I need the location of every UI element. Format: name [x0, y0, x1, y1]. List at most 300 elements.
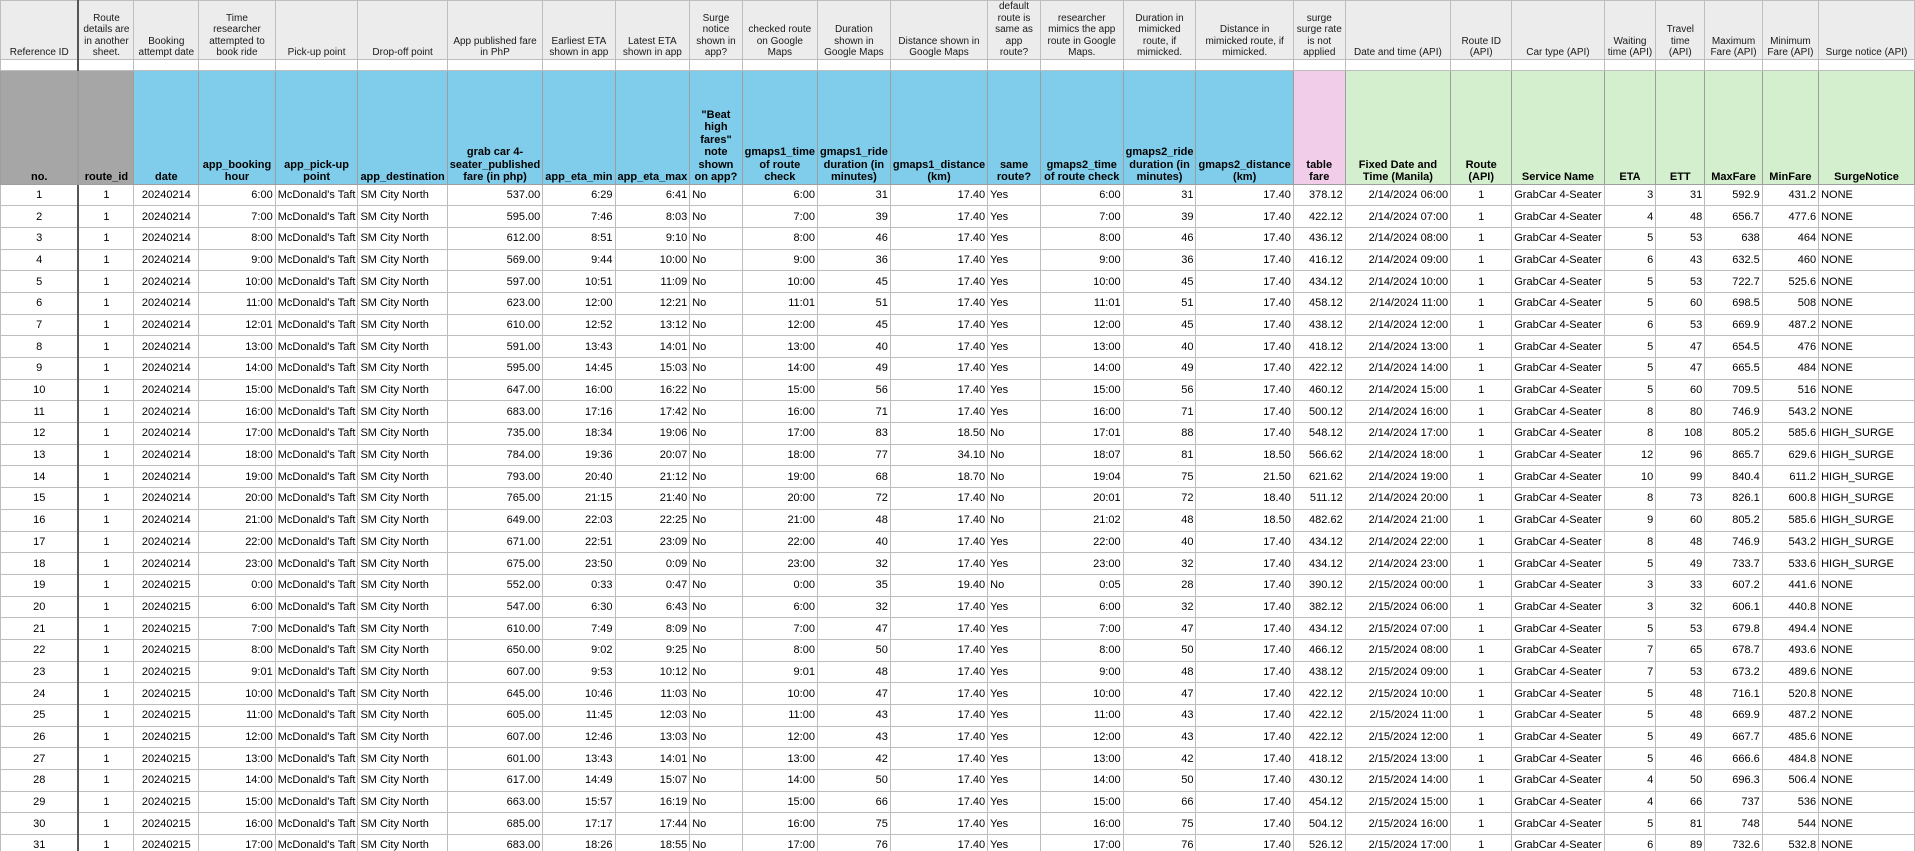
table-cell[interactable]: 748 — [1705, 813, 1762, 835]
table-cell[interactable]: 28 — [1, 770, 79, 792]
table-cell[interactable]: 733.7 — [1705, 553, 1762, 575]
table-cell[interactable]: 18.40 — [1196, 488, 1293, 510]
table-cell[interactable]: 25 — [1, 705, 79, 727]
table-cell[interactable]: 20240214 — [134, 444, 199, 466]
table-cell[interactable]: 48 — [1123, 661, 1196, 683]
table-cell[interactable]: NONE — [1819, 271, 1915, 293]
table-cell[interactable]: 43 — [817, 705, 890, 727]
table-cell[interactable]: 649.00 — [447, 509, 542, 531]
table-cell[interactable]: 47 — [1123, 683, 1196, 705]
column-description[interactable]: Car type (API) — [1512, 1, 1604, 60]
table-cell[interactable]: GrabCar 4-Seater — [1512, 292, 1604, 314]
table-cell[interactable]: 9:10 — [615, 227, 690, 249]
table-cell[interactable]: 526.12 — [1293, 835, 1345, 851]
table-cell[interactable]: 20:40 — [543, 466, 615, 488]
column-header[interactable]: app_eta_min — [543, 70, 615, 184]
table-cell[interactable]: 1 — [1451, 336, 1512, 358]
table-cell[interactable]: 75 — [1123, 466, 1196, 488]
table-cell[interactable]: 14:45 — [543, 358, 615, 380]
table-cell[interactable]: 592.9 — [1705, 184, 1762, 206]
column-description[interactable]: Distance in mimicked route, if mimicked. — [1196, 1, 1293, 60]
table-cell[interactable]: 20:01 — [1040, 488, 1123, 510]
table-cell[interactable]: 6:00 — [742, 596, 817, 618]
table-cell[interactable]: 7:00 — [1040, 618, 1123, 640]
table-row[interactable] — [1, 683, 1915, 705]
table-cell[interactable]: 12:00 — [742, 726, 817, 748]
table-cell[interactable]: 31 — [1, 835, 79, 851]
table-cell[interactable]: 66 — [1123, 791, 1196, 813]
table-cell[interactable]: 20:07 — [615, 444, 690, 466]
table-cell[interactable]: 17.40 — [1196, 596, 1293, 618]
table-cell[interactable]: 6:29 — [543, 184, 615, 206]
table-cell[interactable]: 7 — [1604, 639, 1656, 661]
table-cell[interactable]: 1 — [78, 488, 133, 510]
table-cell[interactable]: 32 — [1123, 596, 1196, 618]
table-cell[interactable]: 6:00 — [199, 184, 275, 206]
table-cell[interactable]: 12:00 — [742, 314, 817, 336]
table-cell[interactable]: 49 — [1656, 726, 1705, 748]
table-cell[interactable]: McDonald's Taft — [275, 444, 358, 466]
table-cell[interactable]: 2/14/2024 13:00 — [1345, 336, 1450, 358]
table-row[interactable] — [1, 661, 1915, 683]
table-cell[interactable]: 17:00 — [742, 423, 817, 445]
table-cell[interactable]: 34.10 — [890, 444, 987, 466]
table-cell[interactable]: 14:01 — [615, 336, 690, 358]
table-cell[interactable]: 11:01 — [742, 292, 817, 314]
table-cell[interactable]: 15:57 — [543, 791, 615, 813]
table-cell[interactable]: 53 — [1656, 227, 1705, 249]
table-cell[interactable]: No — [690, 705, 742, 727]
table-cell[interactable]: 17.40 — [1196, 401, 1293, 423]
table-cell[interactable]: 2/15/2024 14:00 — [1345, 770, 1450, 792]
table-cell[interactable]: 422.12 — [1293, 705, 1345, 727]
table-cell[interactable]: 1 — [78, 358, 133, 380]
table-cell[interactable]: 1 — [78, 206, 133, 228]
column-header[interactable]: gmaps2_ride duration (in minutes) — [1123, 70, 1196, 184]
table-cell[interactable]: NONE — [1819, 813, 1915, 835]
empty-cell[interactable] — [890, 59, 987, 70]
table-cell[interactable]: 1 — [1451, 661, 1512, 683]
table-cell[interactable]: 66 — [817, 791, 890, 813]
table-cell[interactable]: 632.5 — [1705, 249, 1762, 271]
table-cell[interactable]: 666.6 — [1705, 748, 1762, 770]
table-cell[interactable]: 460 — [1762, 249, 1818, 271]
table-cell[interactable]: 1 — [78, 271, 133, 293]
table-cell[interactable]: 647.00 — [447, 379, 542, 401]
table-cell[interactable]: No — [690, 683, 742, 705]
table-cell[interactable]: 645.00 — [447, 683, 542, 705]
table-cell[interactable]: 30 — [1, 813, 79, 835]
table-cell[interactable]: 477.6 — [1762, 206, 1818, 228]
table-cell[interactable]: 434.12 — [1293, 553, 1345, 575]
table-cell[interactable]: 2/15/2024 16:00 — [1345, 813, 1450, 835]
table-cell[interactable]: 2/15/2024 08:00 — [1345, 639, 1450, 661]
table-cell[interactable]: 5 — [1604, 227, 1656, 249]
table-cell[interactable]: 10:00 — [1040, 683, 1123, 705]
table-cell[interactable]: 31 — [1123, 184, 1196, 206]
table-cell[interactable]: McDonald's Taft — [275, 509, 358, 531]
table-cell[interactable]: 8:00 — [1040, 227, 1123, 249]
table-cell[interactable]: 9:00 — [742, 249, 817, 271]
table-cell[interactable]: 1 — [1451, 705, 1512, 727]
table-cell[interactable]: 71 — [1123, 401, 1196, 423]
table-cell[interactable]: No — [690, 553, 742, 575]
table-cell[interactable]: 12:00 — [199, 726, 275, 748]
table-cell[interactable]: McDonald's Taft — [275, 206, 358, 228]
table-cell[interactable]: 12:52 — [543, 314, 615, 336]
column-header[interactable]: Fixed Date and Time (Manila) — [1345, 70, 1450, 184]
table-cell[interactable]: 66 — [1656, 791, 1705, 813]
table-cell[interactable]: 595.00 — [447, 358, 542, 380]
table-cell[interactable]: 678.7 — [1705, 639, 1762, 661]
table-cell[interactable]: 7:00 — [742, 618, 817, 640]
table-cell[interactable]: McDonald's Taft — [275, 683, 358, 705]
table-cell[interactable]: 17:01 — [1040, 423, 1123, 445]
table-row[interactable] — [1, 553, 1915, 575]
table-cell[interactable]: 17.40 — [890, 206, 987, 228]
table-cell[interactable]: Yes — [988, 358, 1041, 380]
table-cell[interactable]: 17.40 — [1196, 835, 1293, 851]
table-cell[interactable]: NONE — [1819, 639, 1915, 661]
table-cell[interactable]: 73 — [1656, 488, 1705, 510]
table-cell[interactable]: 607.2 — [1705, 574, 1762, 596]
table-cell[interactable]: HIGH_SURGE — [1819, 509, 1915, 531]
table-cell[interactable]: NONE — [1819, 379, 1915, 401]
table-cell[interactable]: NONE — [1819, 618, 1915, 640]
table-cell[interactable]: 45 — [817, 314, 890, 336]
table-cell[interactable]: 8 — [1604, 531, 1656, 553]
table-cell[interactable]: 12:00 — [1040, 314, 1123, 336]
table-cell[interactable]: 1 — [78, 184, 133, 206]
table-cell[interactable]: 20240215 — [134, 726, 199, 748]
table-cell[interactable]: 48 — [817, 509, 890, 531]
table-cell[interactable]: 6 — [1604, 835, 1656, 851]
table-cell[interactable]: 8 — [1, 336, 79, 358]
table-cell[interactable]: 390.12 — [1293, 574, 1345, 596]
table-cell[interactable]: 17.40 — [1196, 618, 1293, 640]
table-cell[interactable]: 20240215 — [134, 596, 199, 618]
table-cell[interactable]: 2/14/2024 09:00 — [1345, 249, 1450, 271]
table-cell[interactable]: 10:00 — [1040, 271, 1123, 293]
table-row[interactable] — [1, 227, 1915, 249]
table-cell[interactable]: McDonald's Taft — [275, 813, 358, 835]
table-cell[interactable]: 1 — [1451, 770, 1512, 792]
table-cell[interactable]: 8:03 — [615, 206, 690, 228]
table-cell[interactable]: 17.40 — [890, 726, 987, 748]
table-cell[interactable]: 11:00 — [742, 705, 817, 727]
table-cell[interactable]: 17.40 — [1196, 227, 1293, 249]
table-cell[interactable]: 1 — [78, 596, 133, 618]
table-cell[interactable]: 765.00 — [447, 488, 542, 510]
table-cell[interactable]: 40 — [817, 336, 890, 358]
table-cell[interactable]: 1 — [78, 835, 133, 851]
table-cell[interactable]: 585.6 — [1762, 509, 1818, 531]
empty-cell[interactable] — [1123, 59, 1196, 70]
empty-cell[interactable] — [988, 59, 1041, 70]
table-cell[interactable]: 10 — [1604, 466, 1656, 488]
table-cell[interactable]: 6 — [1604, 314, 1656, 336]
table-cell[interactable]: No — [690, 206, 742, 228]
table-cell[interactable]: 17.40 — [1196, 639, 1293, 661]
table-cell[interactable]: 56 — [817, 379, 890, 401]
table-cell[interactable]: No — [690, 596, 742, 618]
table-cell[interactable]: GrabCar 4-Seater — [1512, 574, 1604, 596]
table-cell[interactable]: NONE — [1819, 683, 1915, 705]
table-cell[interactable]: 40 — [817, 531, 890, 553]
table-cell[interactable]: 56 — [1123, 379, 1196, 401]
table-cell[interactable]: 17.40 — [890, 639, 987, 661]
table-cell[interactable]: 434.12 — [1293, 531, 1345, 553]
table-cell[interactable]: 10:46 — [543, 683, 615, 705]
table-cell[interactable]: No — [690, 770, 742, 792]
table-cell[interactable]: 14:00 — [742, 770, 817, 792]
table-cell[interactable]: 15:00 — [742, 791, 817, 813]
table-cell[interactable]: 22:25 — [615, 509, 690, 531]
table-row[interactable] — [1, 705, 1915, 727]
table-cell[interactable]: 1 — [78, 314, 133, 336]
table-cell[interactable]: 17.40 — [890, 271, 987, 293]
column-header[interactable]: table fare — [1293, 70, 1345, 184]
table-cell[interactable]: SM City North — [358, 618, 447, 640]
table-cell[interactable]: SM City North — [358, 423, 447, 445]
table-cell[interactable]: 1 — [78, 726, 133, 748]
table-cell[interactable]: 17.40 — [890, 292, 987, 314]
table-cell[interactable]: 1 — [1451, 748, 1512, 770]
table-cell[interactable]: 43 — [1656, 249, 1705, 271]
table-cell[interactable]: 17.40 — [890, 705, 987, 727]
table-cell[interactable]: 10:12 — [615, 661, 690, 683]
table-cell[interactable]: 17:00 — [199, 423, 275, 445]
empty-cell[interactable] — [1604, 59, 1656, 70]
table-row[interactable] — [1, 271, 1915, 293]
table-cell[interactable]: 2/15/2024 17:00 — [1345, 835, 1450, 851]
table-cell[interactable]: 805.2 — [1705, 423, 1762, 445]
column-description[interactable]: Surge notice shown in app? — [690, 1, 742, 60]
table-cell[interactable]: No — [690, 184, 742, 206]
table-cell[interactable]: Yes — [988, 661, 1041, 683]
table-cell[interactable]: 20240215 — [134, 813, 199, 835]
table-cell[interactable]: McDonald's Taft — [275, 488, 358, 510]
table-cell[interactable]: GrabCar 4-Seater — [1512, 401, 1604, 423]
table-cell[interactable]: 10:00 — [742, 683, 817, 705]
table-cell[interactable]: 1 — [1451, 314, 1512, 336]
table-cell[interactable]: NONE — [1819, 791, 1915, 813]
table-cell[interactable]: 10:00 — [615, 249, 690, 271]
table-cell[interactable]: 47 — [817, 683, 890, 705]
table-cell[interactable]: 12:01 — [199, 314, 275, 336]
table-cell[interactable]: 418.12 — [1293, 748, 1345, 770]
table-row[interactable] — [1, 770, 1915, 792]
table-cell[interactable]: 0:47 — [615, 574, 690, 596]
table-cell[interactable]: 494.4 — [1762, 618, 1818, 640]
table-cell[interactable]: 0:09 — [615, 553, 690, 575]
table-cell[interactable]: 20240214 — [134, 531, 199, 553]
column-description[interactable]: Distance shown in Google Maps — [890, 1, 987, 60]
table-cell[interactable]: 17.40 — [890, 531, 987, 553]
table-cell[interactable]: McDonald's Taft — [275, 596, 358, 618]
empty-cell[interactable] — [1, 59, 79, 70]
column-header[interactable]: app_eta_max — [615, 70, 690, 184]
table-cell[interactable]: 21:00 — [199, 509, 275, 531]
table-cell[interactable]: GrabCar 4-Seater — [1512, 206, 1604, 228]
table-cell[interactable]: 656.7 — [1705, 206, 1762, 228]
table-cell[interactable]: 737 — [1705, 791, 1762, 813]
table-cell[interactable]: HIGH_SURGE — [1819, 423, 1915, 445]
column-header[interactable]: ETT — [1656, 70, 1705, 184]
table-cell[interactable]: 5 — [1604, 618, 1656, 640]
table-cell[interactable]: NONE — [1819, 748, 1915, 770]
table-cell[interactable]: 32 — [817, 596, 890, 618]
table-cell[interactable]: GrabCar 4-Seater — [1512, 639, 1604, 661]
table-cell[interactable]: 76 — [817, 835, 890, 851]
table-cell[interactable]: NONE — [1819, 336, 1915, 358]
table-cell[interactable]: No — [690, 292, 742, 314]
table-cell[interactable]: GrabCar 4-Seater — [1512, 358, 1604, 380]
table-cell[interactable]: 675.00 — [447, 553, 542, 575]
table-cell[interactable]: Yes — [988, 401, 1041, 423]
empty-cell[interactable] — [1040, 59, 1123, 70]
table-cell[interactable]: 418.12 — [1293, 336, 1345, 358]
table-cell[interactable]: 17.40 — [890, 618, 987, 640]
table-cell[interactable]: 591.00 — [447, 336, 542, 358]
empty-cell[interactable] — [742, 59, 817, 70]
column-description[interactable]: default route is same as app route? — [988, 1, 1041, 60]
table-cell[interactable]: 654.5 — [1705, 336, 1762, 358]
table-cell[interactable]: 20240215 — [134, 661, 199, 683]
table-cell[interactable]: 434.12 — [1293, 618, 1345, 640]
table-cell[interactable]: 1 — [78, 444, 133, 466]
table-cell[interactable]: 9:00 — [199, 249, 275, 271]
table-cell[interactable]: 53 — [1656, 271, 1705, 293]
table-cell[interactable]: 11:00 — [1040, 705, 1123, 727]
table-cell[interactable]: 484.8 — [1762, 748, 1818, 770]
table-cell[interactable]: No — [690, 379, 742, 401]
table-cell[interactable]: 13:00 — [742, 748, 817, 770]
table-cell[interactable]: McDonald's Taft — [275, 748, 358, 770]
table-cell[interactable]: 5 — [1604, 336, 1656, 358]
table-cell[interactable]: McDonald's Taft — [275, 358, 358, 380]
table-cell[interactable]: 15:00 — [742, 379, 817, 401]
table-cell[interactable]: 48 — [817, 661, 890, 683]
table-cell[interactable]: 2 — [1, 206, 79, 228]
table-cell[interactable]: No — [690, 835, 742, 851]
table-cell[interactable]: 2/14/2024 10:00 — [1345, 271, 1450, 293]
table-cell[interactable]: McDonald's Taft — [275, 314, 358, 336]
table-cell[interactable]: 50 — [817, 770, 890, 792]
table-cell[interactable]: Yes — [988, 813, 1041, 835]
table-cell[interactable]: NONE — [1819, 596, 1915, 618]
column-header[interactable]: MinFare — [1762, 70, 1818, 184]
table-cell[interactable]: 8:00 — [199, 639, 275, 661]
column-header[interactable]: Route (API) — [1451, 70, 1512, 184]
table-cell[interactable]: 50 — [1656, 770, 1705, 792]
table-cell[interactable]: McDonald's Taft — [275, 574, 358, 596]
table-cell[interactable]: 8:51 — [543, 227, 615, 249]
table-cell[interactable]: 2/14/2024 15:00 — [1345, 379, 1450, 401]
table-cell[interactable]: 2/15/2024 13:00 — [1345, 748, 1450, 770]
table-cell[interactable]: 696.3 — [1705, 770, 1762, 792]
table-cell[interactable]: 13:00 — [1040, 748, 1123, 770]
table-cell[interactable]: 11 — [1, 401, 79, 423]
table-cell[interactable]: GrabCar 4-Seater — [1512, 314, 1604, 336]
table-cell[interactable]: 51 — [1123, 292, 1196, 314]
table-cell[interactable]: 6:00 — [1040, 596, 1123, 618]
table-cell[interactable]: 60 — [1656, 379, 1705, 401]
table-cell[interactable]: 17.40 — [890, 748, 987, 770]
table-cell[interactable]: NONE — [1819, 705, 1915, 727]
table-cell[interactable]: 6:00 — [1040, 184, 1123, 206]
column-description[interactable]: researcher mimics the app route in Google Maps. — [1040, 1, 1123, 60]
table-cell[interactable]: 2/14/2024 21:00 — [1345, 509, 1450, 531]
table-cell[interactable]: 1 — [1451, 813, 1512, 835]
table-cell[interactable]: No — [690, 813, 742, 835]
table-cell[interactable]: NONE — [1819, 770, 1915, 792]
table-cell[interactable]: Yes — [988, 618, 1041, 640]
table-cell[interactable]: 49 — [817, 358, 890, 380]
table-cell[interactable]: 22:00 — [199, 531, 275, 553]
table-cell[interactable]: 13:03 — [615, 726, 690, 748]
table-cell[interactable]: 7:00 — [742, 206, 817, 228]
table-cell[interactable]: 5 — [1604, 379, 1656, 401]
table-cell[interactable]: 1 — [1451, 379, 1512, 401]
table-cell[interactable]: 607.00 — [447, 661, 542, 683]
table-cell[interactable]: 23:00 — [199, 553, 275, 575]
table-cell[interactable]: 1 — [1451, 639, 1512, 661]
table-cell[interactable]: 5 — [1604, 813, 1656, 835]
table-cell[interactable]: Yes — [988, 249, 1041, 271]
table-cell[interactable]: 482.62 — [1293, 509, 1345, 531]
table-cell[interactable]: 17.40 — [1196, 292, 1293, 314]
table-cell[interactable]: Yes — [988, 770, 1041, 792]
table-cell[interactable]: SM City North — [358, 553, 447, 575]
table-cell[interactable]: 440.8 — [1762, 596, 1818, 618]
table-cell[interactable]: 43 — [817, 726, 890, 748]
table-cell[interactable]: 68 — [817, 466, 890, 488]
table-cell[interactable]: 14:00 — [1040, 770, 1123, 792]
table-cell[interactable]: 623.00 — [447, 292, 542, 314]
table-cell[interactable]: 15 — [1, 488, 79, 510]
table-cell[interactable]: 3 — [1604, 574, 1656, 596]
table-cell[interactable]: 20240214 — [134, 423, 199, 445]
table-cell[interactable]: 6:43 — [615, 596, 690, 618]
table-cell[interactable]: 7 — [1, 314, 79, 336]
table-cell[interactable]: 9 — [1, 358, 79, 380]
table-cell[interactable]: 438.12 — [1293, 661, 1345, 683]
table-cell[interactable]: 2/14/2024 08:00 — [1345, 227, 1450, 249]
table-cell[interactable]: 1 — [1451, 531, 1512, 553]
table-cell[interactable]: 20240214 — [134, 184, 199, 206]
table-cell[interactable]: GrabCar 4-Seater — [1512, 705, 1604, 727]
table-cell[interactable]: 99 — [1656, 466, 1705, 488]
table-cell[interactable]: 17.40 — [890, 379, 987, 401]
table-cell[interactable]: 500.12 — [1293, 401, 1345, 423]
table-cell[interactable]: 566.62 — [1293, 444, 1345, 466]
table-cell[interactable]: GrabCar 4-Seater — [1512, 466, 1604, 488]
empty-cell[interactable] — [199, 59, 275, 70]
table-cell[interactable]: NONE — [1819, 206, 1915, 228]
table-cell[interactable]: NONE — [1819, 661, 1915, 683]
table-cell[interactable]: 11:09 — [615, 271, 690, 293]
table-cell[interactable]: 533.6 — [1762, 553, 1818, 575]
table-cell[interactable]: 20240215 — [134, 683, 199, 705]
table-cell[interactable]: 7:00 — [199, 206, 275, 228]
column-header[interactable]: gmaps1_distance (km) — [890, 70, 987, 184]
column-description[interactable]: Time researcher attempted to book ride — [199, 1, 275, 60]
column-header[interactable]: app_pick-up point — [275, 70, 358, 184]
table-cell[interactable]: 0:00 — [199, 574, 275, 596]
table-cell[interactable]: McDonald's Taft — [275, 770, 358, 792]
table-cell[interactable]: 14:00 — [199, 358, 275, 380]
